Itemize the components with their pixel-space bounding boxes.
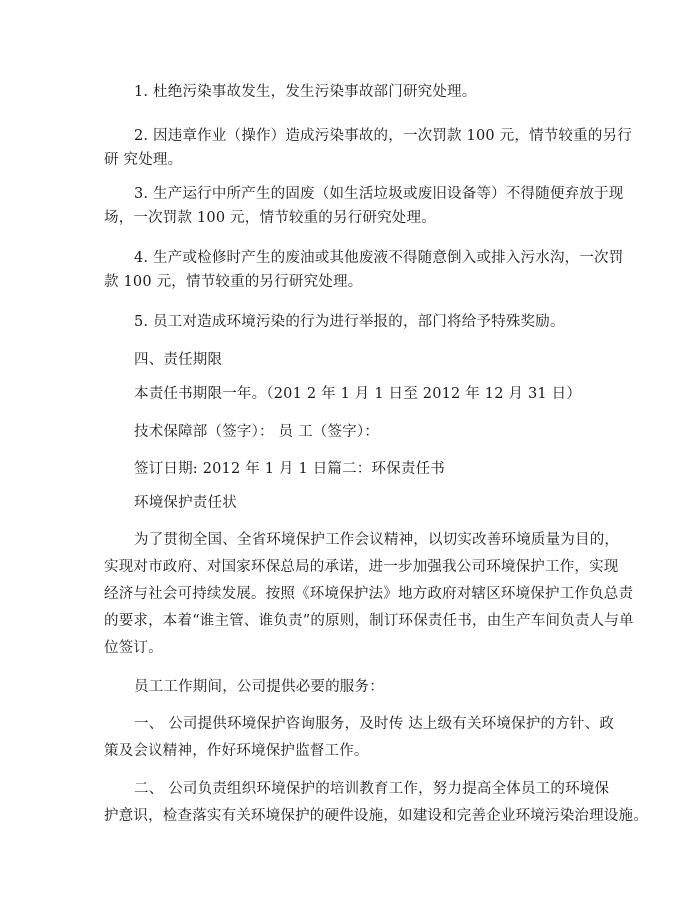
document-title: 环境保护责任状: [134, 495, 237, 511]
date-line: 签订日期: 2012 年 1 月 1 日篇二：环保责任书: [134, 461, 445, 477]
paragraph-line: 场，一次罚款 100 元，情节较重的另行研究处理。: [104, 210, 436, 226]
paragraph-line: 为了贯彻全国、全省环境保护工作会议精神，以切实改善环境质量为目的，: [134, 532, 620, 548]
paragraph-line: 1. 杜绝污染事故发生，发生污染事故部门研究处理。: [134, 84, 477, 100]
paragraph-line: 的要求，本着“谁主管、谁负责”的原则，制订环保责任书，由生产车间负责人与单: [104, 613, 634, 629]
paragraph-line: 员工工作期间，公司提供必要的服务：: [134, 679, 384, 695]
signature-line: 技术保障部（签字）： 员 工（签字）：: [134, 424, 380, 440]
paragraph-line: 5. 员工对造成环境污染的行为进行举报的，部门将给予特殊奖励。: [134, 314, 565, 330]
paragraph-line: 3. 生产运行中所产生的固废（如生活垃圾或废旧设备等）不得随便弃放于现: [134, 186, 624, 202]
paragraph-line: 2. 因违章作业（操作）造成污染事故的，一次罚款 100 元，情节较重的另行: [134, 128, 632, 144]
paragraph-line: 经济与社会可持续发展。按照《环境保护法》地方政府对辖区环境保护工作负总责: [104, 586, 634, 602]
paragraph-line: 策及会议精神，作好环境保护监督工作。: [104, 743, 369, 759]
paragraph-line: 二、 公司负责组织环境保护的培训教育工作，努力提高全体员工的环境保: [134, 781, 610, 797]
paragraph-line: 护意识，检查落实有关环境保护的硬件设施，如建设和完善企业环境污染治理设施。: [104, 808, 648, 824]
section-heading: 四、责任期限: [134, 352, 223, 368]
paragraph-line: 本责任书期限一年。（201 2 年 1 月 1 日至 2012 年 12 月 31 日）: [134, 386, 582, 402]
paragraph-line: 一、 公司提供环境保护咨询服务，及时传 达上级有关环境保护的方针、政: [134, 716, 615, 732]
paragraph-line: 实现对市政府、对国家环保总局的承诺，进一步加强我公司环境保护工作，实现: [104, 559, 619, 575]
paragraph-line: 款 100 元，情节较重的另行研究处理。: [104, 274, 363, 290]
paragraph-line: 研 究处理。: [104, 152, 183, 168]
paragraph-line: 位签订。: [104, 640, 163, 656]
paragraph-line: 4. 生产或检修时产生的废油或其他废液不得随意倒入或排入污水沟，一次罚: [134, 250, 624, 266]
